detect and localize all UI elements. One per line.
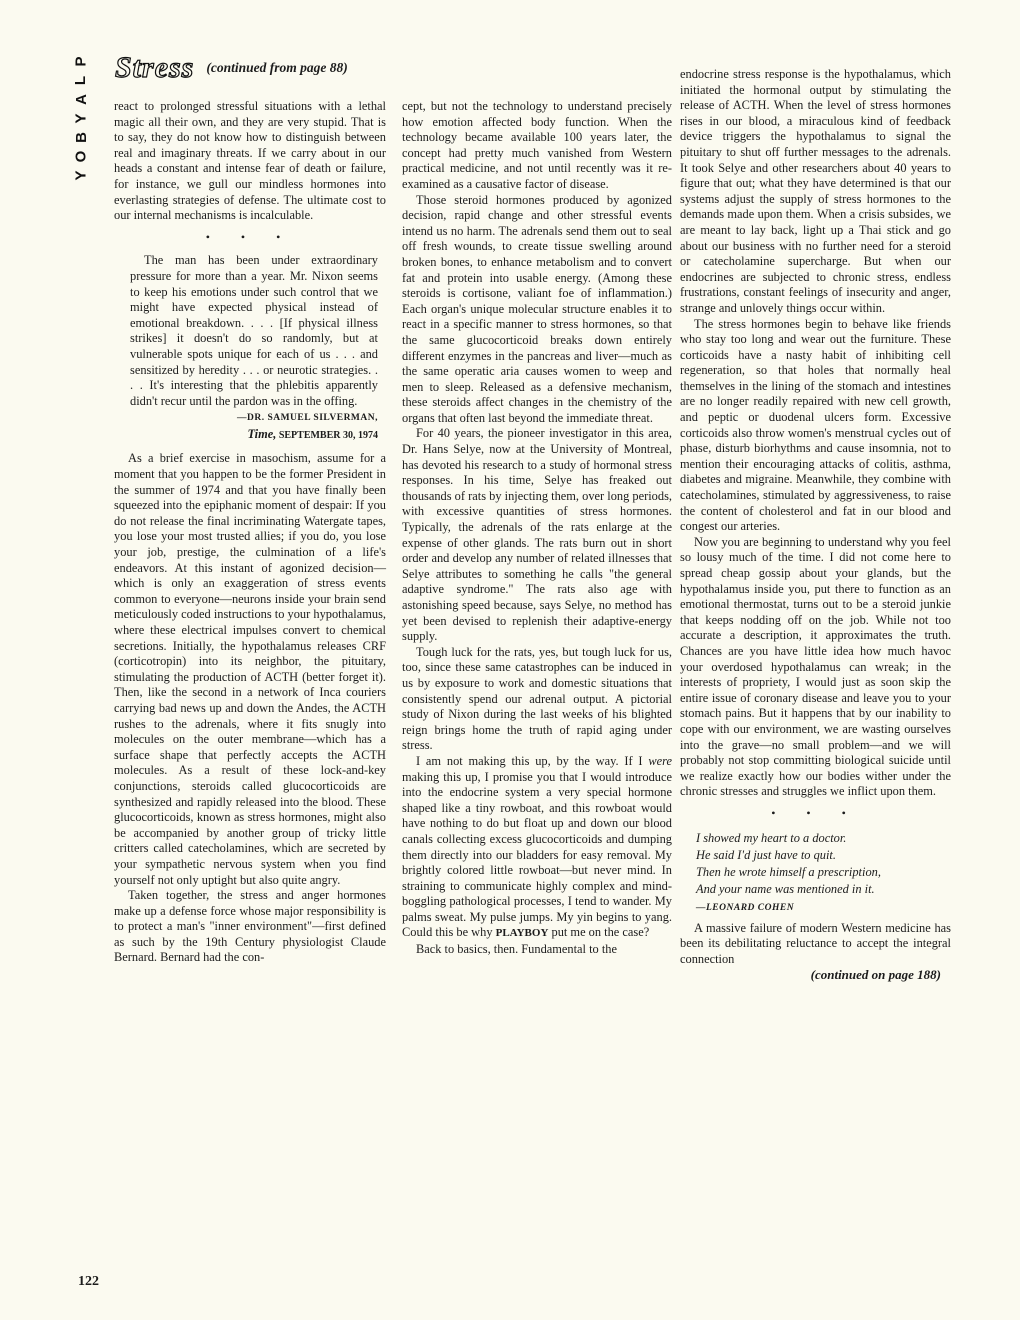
paragraph: Tough luck for the rats, yes, but tough luck for us, too, since these same catastrophes can be induced in us by exposure to work and domestic situations that consistently spend our adrenal output. A pictorial study of Nixon during the last weeks of his blighted reign brings home the truth of rapid aging under stress. bbox=[402, 644, 672, 753]
quote-text: The man has been under extraordinary pressure for more than a year. Mr. Nixon seems to keep his emotions under such control that we might have expected physical instead of emotional breakdown. . . . [If physical illness strikes] it doesn't do so randomly, but at vulnerable spots unique for each of us . . . and sensitized by heredity . . . or neurotic strategies. . . . It's interesting that the phlebitis apparently didn't recur until the pardon was in the offing. bbox=[130, 253, 378, 408]
paragraph: The stress hormones begin to behave like friends who stay too long and wear out the furniture. These corticoids have a nasty habit of inhibiting cell regeneration, so that holes that normally heal themselves in the lining of the stomach and intestines are no longer readily repaired with new cell growth, and peptic or duodenal ulcers form. Excessive corticoids also throw women's menstrual cycles out of phase, disturb biorhythms and cause insomnia, not to mention their encouraging attacks of colitis, asthma, diabetes and migraine. Meanwhile, they combine with catecholamines, stimulated by aggressiveness, to raise the content of cholesterol and fat in our blood and congest our arteries. bbox=[680, 316, 951, 534]
column-2 bbox=[402, 99, 672, 958]
poem-line: Then he wrote himself a prescription, bbox=[696, 864, 881, 879]
continued-from: (continued from page 88) bbox=[206, 60, 348, 75]
section-break: • • • bbox=[205, 229, 295, 244]
paragraph bbox=[402, 754, 672, 942]
quote-date: SEPTEMBER 30, 1974 bbox=[278, 429, 378, 441]
magazine-name-vertical: P L A Y B O Y bbox=[72, 56, 90, 181]
paragraph: A massive failure of modern Western medicine has been its debilitating reluctance to accept the integral connection bbox=[680, 920, 951, 966]
quote-source bbox=[130, 427, 378, 444]
paragraph: For 40 years, the pioneer investigator in this area, Dr. Hans Selye, now at the University of Montreal, has devoted his research to a study of hormonal stress responses. In his time, Selye has freaked out thousands of rats by injecting them, over long periods, with excessive quantities of stress hormones. Typically, the adrenals of the rats enlarge at the expense of other glands. The rats burn out in short order and develop any number of related illnesses that Selye attributes to something he calls "the general adaptive syndrome." The rats also age with astonishing speed because, says Selye, no method has yet been devised to replenish their adaptive-energy supply. bbox=[402, 426, 672, 644]
quote-publication: Time, bbox=[247, 426, 277, 441]
poem-author: —LEONARD COHEN bbox=[696, 902, 795, 913]
paragraph: Those steroid hormones produced by agonized decision, rapid change and other stressful events intend us no harm. The adrenals send them out to seal off fresh wounds, to create tissue swelling around broken bones, to enhance metabolism and to convert fat and protein into usable energy. (Among these steroids is cortisone, valiant foe of inflammation.) Each organ's unique molecular structure enables it to react in a specific manner to stress hormones, so that the same glucocorticoid breaks down entirely different enzymes in the pancreas and liver—much as the same operatic aria causes women to weep and men to sleep. Released as a defensive mechanism, these steroids affect changes in the chemistry of the organs that often last beyond the immediate threat. bbox=[402, 192, 672, 425]
section-logo: Stress bbox=[115, 51, 195, 84]
paragraph: endocrine stress response is the hypothalamus, which initiated the hormonal output by stimulating the release of ACTH. When the level of stress hormones rises in our blood, a miraculous kind of feedback device triggers the hypothalamus to signal the pituitary to shut off further messages to the adrenals. It took Selye and other researchers about 40 years to figure that out; what they have determined is that our systems adjust the supply of stress hormones to the demands made upon them. When a crisis subsides, we are meant to lay back, light up a Thai stick and go about our business with no further need for a steroid or catecholamine supercharge. But when our endocrines are subjected to chronic stress, endless frustrations, constant feelings of insecurity and anger, strange and unlovely things occur within. bbox=[680, 67, 951, 315]
poem-line: And your name was mentioned in it. bbox=[696, 881, 875, 896]
paragraph: Back to basics, then. Fundamental to the bbox=[416, 942, 617, 957]
paragraph: react to prolonged stressful situations with a lethal magic all their own, and they are very stupid. That is to say, they do not know how to distinguish between real and imaginary threats. If we carry about in our heads a constant and intense fear of death or failure, for instance, we gull our mindless hormones into everlasting strategies of defense. The ultimate cost to our internal mechanisms is incalculable. bbox=[114, 99, 386, 223]
poem-line: I showed my heart to a doctor. bbox=[696, 830, 847, 845]
continued-on: (continued on page 188) bbox=[810, 967, 941, 983]
magazine-name-inline: PLAYBOY bbox=[495, 927, 549, 940]
text-run: I am not making this up, by the way. If I bbox=[416, 753, 649, 768]
column-3 bbox=[680, 67, 951, 983]
paragraph: Taken together, the stress and anger hormones make up a defense force whose major responsibility is to protect a man's "inner environment"—first defined as such by the 19th Century physiologist Claude Bernard. Bernard had the con- bbox=[114, 888, 386, 965]
emphasis: were bbox=[648, 753, 672, 768]
text-run: put me on the case? bbox=[548, 925, 650, 940]
poem-line: He said I'd just have to quit. bbox=[696, 847, 836, 862]
section-break: • • • bbox=[771, 805, 860, 820]
quote-author: —DR. SAMUEL SILVERMAN, bbox=[236, 413, 378, 424]
page-number: 122 bbox=[78, 1274, 99, 1289]
pull-quote bbox=[130, 253, 378, 443]
paragraph: cept, but not the technology to understand precisely how emotion affected body function. When the technology became available 100 years later, the concept had pretty much vanished from Western practical medicine, and not until recently was it re-examined as a causative factor of disease. bbox=[402, 99, 672, 191]
column-1 bbox=[114, 99, 386, 966]
paragraph: As a brief exercise in masochism, assume for a moment that you happen to be the former President in the summer of 1974 and that you have finally been squeezed into the epiphanic moment of despair: If you do not release the final incriminating Watergate tapes, you lose your most trusted allies; if you do, you lose your job, prestige, the culmination of a life's endeavors. At this instant of agonized decision—which is only an exaggeration of stress events common to everyone—neurons inside your brain send meticulously coded instructions to your hypothalamus, where these electrical impulses convert to chemical secretions. Initially, the hypothalamus releases CRF (corticotropin) into its neighbor, the pituitary, stimulating the production of ACTH (better forget it). Then, like the second in a network of Inca couriers carrying bad news up and down the Andes, the ACTH rushes to the adrenals, where it fits snugly into molecules on the outer membrane—which has a surface shape that perfectly accepts the ACTH molecules. As a result of these lock-and-key conjunctions, steroids called glucocorticoids are synthesized and rapidly released into the blood. These glucocorticoids, known as stress hormones, might also be accompanied by another group of tricky little critters called catecholamines, which are secreted by your sympathetic nervous system when you find yourself not only uptight but also quite angry. bbox=[114, 451, 386, 887]
poem-epigraph bbox=[696, 830, 951, 917]
section-header bbox=[115, 53, 348, 83]
paragraph: Now you are beginning to understand why you feel so lousy much of the time. I did not come here to spread cheap gossip about your glands, but the hypothalamus inside you, put there to function as an emotional thermostat, turns out to be a steroid junkie that keeps nodding off on the job. While not too accurate a description, it approximates the truth. Chances are you have little idea how much havoc your overdosed hypothalamus can wreak; in the interests of propriety, I would just as soon skip the entire issue of coronary disease and leave you to your stomach pains. But it happens that by our inability to cope with our environment, we are wasting ourselves into the grave—no small problem—and we will probably not stop committing biological suicide until we realize exactly how our bodies wither under the chronic stresses and struggles we inflict upon them. bbox=[680, 534, 951, 799]
text-run: making this up, I promise you that I would introduce into the endocrine system a very special hormone shaped like a tiny rowboat, and this rowboat would have nothing to do but float up and down our blood canals collecting excess glucocorticoids and dumping them directly into our bladders for easy removal. My brightly colored little rowboat—but never mind. In straining to communicate highly complex and mind-boggling pathological processes, I tend to wander. My palms sweat. My pulse jumps. My yin begins to yang. Could this be why bbox=[402, 769, 672, 940]
